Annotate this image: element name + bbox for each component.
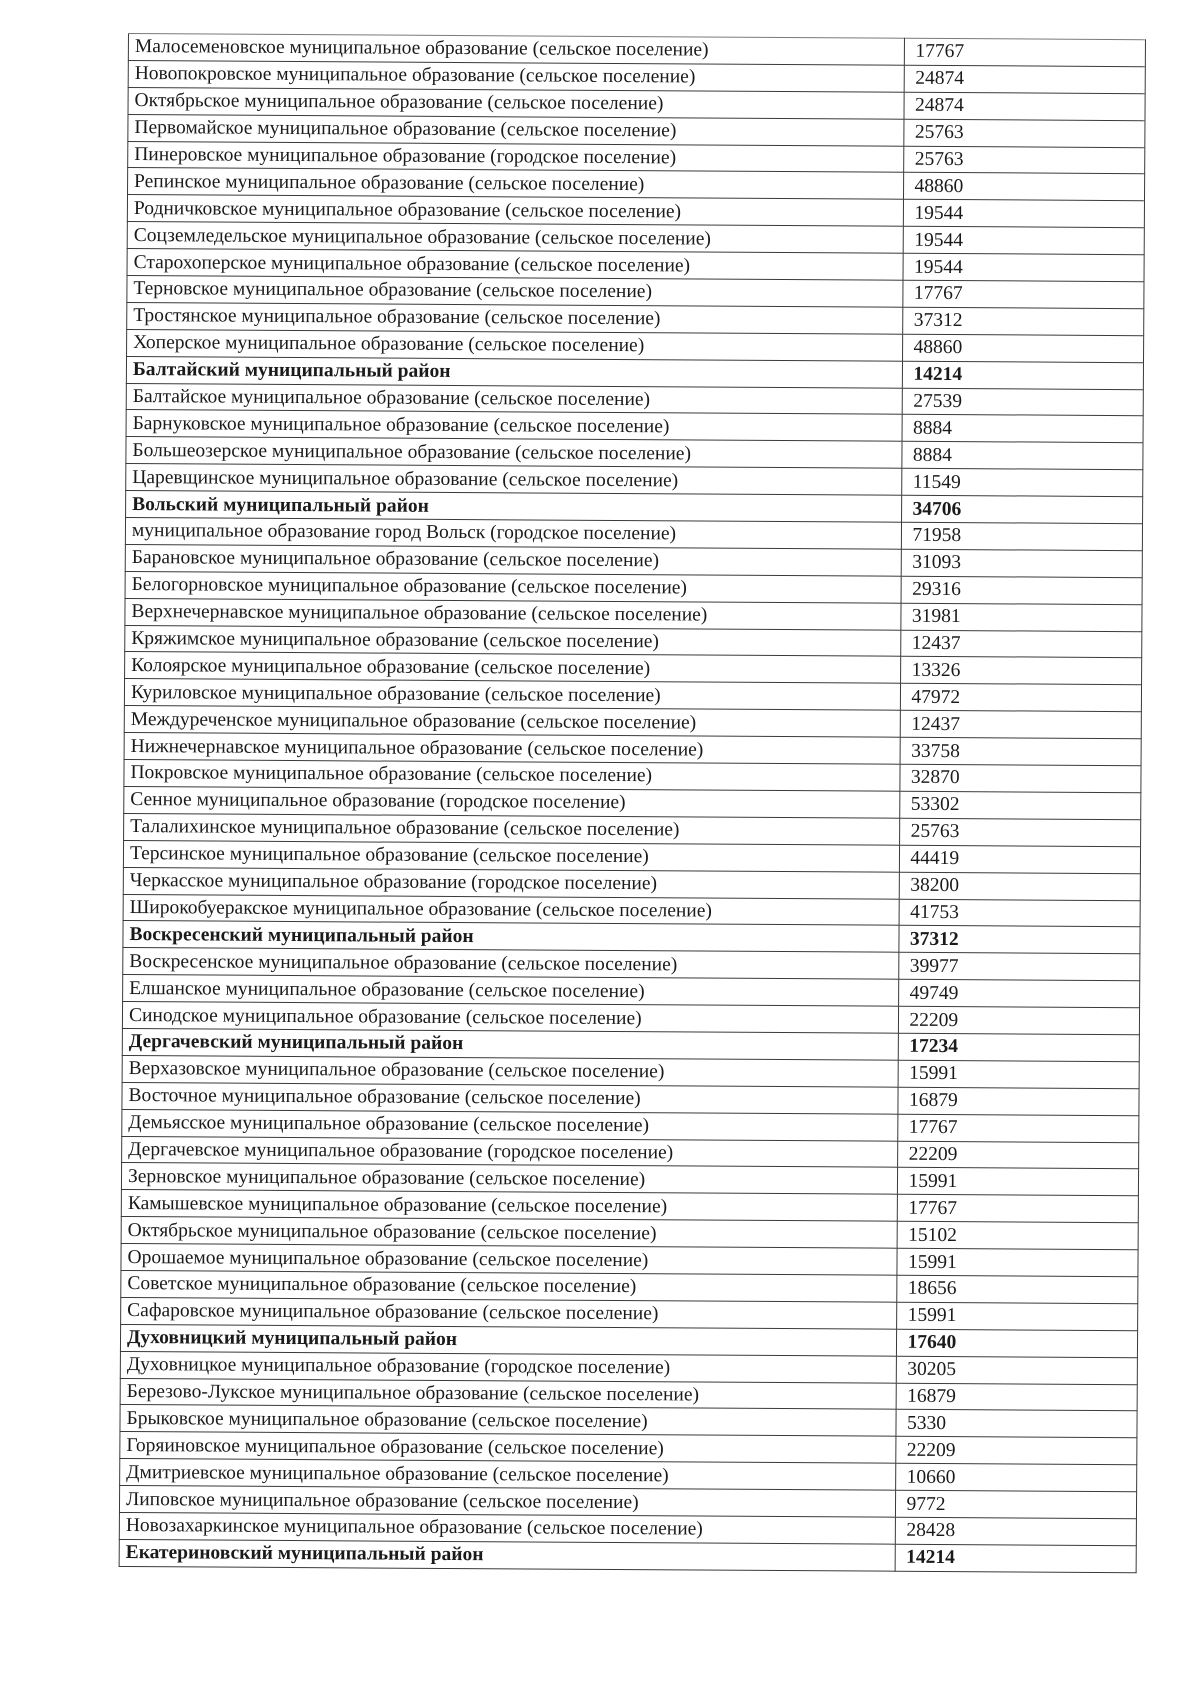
district-name-cell: Вольский муниципальный район	[126, 491, 903, 523]
municipality-name-cell: Сафаровское муниципальное образование (сельское поселение)	[121, 1297, 898, 1329]
value-cell: 48860	[904, 173, 1145, 201]
municipality-name-cell: Барнуковское муниципальное образование (сельское поселение)	[126, 410, 903, 442]
municipality-name-cell: Хоперское муниципальное образование (сельское поселение)	[127, 329, 904, 361]
municipality-name-cell: Новопокровское муниципальное образование (сельское поселение)	[128, 60, 905, 92]
value-cell: 37312	[903, 307, 1144, 335]
value-cell: 41753	[900, 899, 1141, 927]
value-cell: 18656	[897, 1275, 1138, 1303]
value-cell: 29316	[902, 576, 1143, 604]
municipality-name-cell: Большеозерское муниципальное образование (сельское поселение)	[126, 437, 903, 469]
municipality-name-cell: Царевщинское муниципальное образование (сельское поселение)	[126, 464, 903, 496]
value-cell: 25763	[904, 119, 1145, 147]
municipality-name-cell: Малосеменовское муниципальное образование (сельское поселение)	[128, 34, 905, 66]
municipality-name-cell: Синодское муниципальное образование (сельское поселение)	[122, 1002, 899, 1034]
value-cell: 24874	[904, 92, 1145, 120]
value-cell: 8884	[902, 442, 1143, 470]
value-cell: 13326	[901, 657, 1142, 685]
value-cell: 17767	[903, 280, 1144, 308]
allocation-table	[119, 33, 1146, 1573]
municipality-name-cell: Советское муниципальное образование (сельское поселение)	[121, 1270, 898, 1302]
district-value-cell: 17640	[897, 1329, 1138, 1357]
value-cell: 31981	[901, 603, 1142, 631]
municipality-name-cell: Репинское муниципальное образование (сельское поселение)	[128, 168, 905, 200]
value-cell: 17767	[898, 1195, 1139, 1223]
municipality-name-cell: Талалихинское муниципальное образование (сельское поселение)	[124, 813, 901, 845]
municipality-name-cell: Терсинское муниципальное образование (сельское поселение)	[123, 840, 900, 872]
value-cell: 49749	[899, 979, 1140, 1007]
municipality-name-cell: Сенное муниципальное образование (городское поселение)	[124, 786, 901, 818]
district-name-cell: Дергачевский муниципальный район	[122, 1028, 899, 1060]
district-name-cell: Екатериновский муниципальный район	[119, 1539, 896, 1571]
municipality-name-cell: Терновское муниципальное образование (сельское поселение)	[127, 276, 904, 308]
municipality-name-cell: Верхазовское муниципальное образование (сельское поселение)	[122, 1055, 899, 1087]
value-cell: 15991	[898, 1168, 1139, 1196]
value-cell: 15102	[898, 1221, 1139, 1249]
value-cell: 71958	[902, 522, 1143, 550]
district-name-cell: Балтайский муниципальный район	[126, 356, 903, 388]
municipality-name-cell: Октябрьское муниципальное образование (сельское поселение)	[128, 87, 905, 119]
value-cell: 27539	[903, 388, 1144, 416]
value-cell: 12437	[901, 630, 1142, 658]
district-value-cell: 14214	[896, 1544, 1137, 1572]
municipality-name-cell: Нижнечернавское муниципальное образование (сельское поселение)	[124, 733, 901, 765]
municipality-name-cell: Пинеровское муниципальное образование (городское поселение)	[128, 141, 905, 173]
municipality-name-cell: Балтайское муниципальное образование (сельское поселение)	[126, 383, 903, 415]
municipality-name-cell: муниципальное образование город Вольск (городское поселение)	[125, 518, 902, 550]
value-cell: 24874	[905, 65, 1146, 93]
value-cell: 32870	[900, 764, 1141, 792]
value-cell: 22209	[898, 1141, 1139, 1169]
value-cell: 39977	[899, 953, 1140, 981]
municipality-name-cell: Первомайское муниципальное образование (сельское поселение)	[128, 114, 905, 146]
municipality-name-cell: Междуреченское муниципальное образование (сельское поселение)	[124, 706, 901, 738]
value-cell: 15991	[897, 1248, 1138, 1276]
value-cell: 15991	[899, 1060, 1140, 1088]
district-name-cell: Духовницкий муниципальный район	[120, 1324, 897, 1356]
value-cell: 47972	[901, 684, 1142, 712]
district-value-cell: 34706	[902, 495, 1143, 523]
municipality-name-cell: Старохоперское муниципальное образование (сельское поселение)	[127, 249, 904, 281]
value-cell: 33758	[901, 737, 1142, 765]
municipality-name-cell: Дмитриевское муниципальное образование (сельское поселение)	[120, 1459, 897, 1491]
municipality-name-cell: Воскресенское муниципальное образование (сельское поселение)	[123, 948, 900, 980]
value-cell: 22209	[899, 1006, 1140, 1034]
municipality-name-cell: Кряжимское муниципальное образование (сельское поселение)	[125, 625, 902, 657]
value-cell: 25763	[904, 146, 1145, 174]
value-cell: 10660	[896, 1463, 1137, 1491]
value-cell: 15991	[897, 1302, 1138, 1330]
value-cell: 9772	[896, 1490, 1137, 1518]
value-cell: 44419	[900, 845, 1141, 873]
value-cell: 28428	[896, 1517, 1137, 1545]
value-cell: 30205	[897, 1356, 1138, 1384]
allocation-table-body	[119, 34, 1145, 1573]
value-cell: 12437	[901, 710, 1142, 738]
value-cell: 25763	[900, 818, 1141, 846]
value-cell: 22209	[896, 1437, 1137, 1465]
municipality-name-cell: Куриловское муниципальное образование (сельское поселение)	[124, 679, 901, 711]
municipality-name-cell: Родничковское муниципальное образование (сельское поселение)	[127, 195, 904, 227]
district-value-cell: 14214	[903, 361, 1144, 389]
municipality-name-cell: Березово-Лукское муниципальное образование (сельское поселение)	[120, 1378, 897, 1410]
municipality-name-cell: Дергачевское муниципальное образование (городское поселение)	[122, 1136, 899, 1168]
municipality-name-cell: Зерновское муниципальное образование (сельское поселение)	[121, 1163, 898, 1195]
municipality-name-cell: Колоярское муниципальное образование (сельское поселение)	[125, 652, 902, 684]
municipality-name-cell: Широкобуеракское муниципальное образование (сельское поселение)	[123, 894, 900, 926]
municipality-name-cell: Верхнечернавское муниципальное образование (сельское поселение)	[125, 598, 902, 630]
district-name-cell: Воскресенский муниципальный район	[123, 921, 900, 953]
municipality-name-cell: Черкасское муниципальное образование (городское поселение)	[123, 867, 900, 899]
municipality-name-cell: Елшанское муниципальное образование (сельское поселение)	[123, 975, 900, 1007]
value-cell: 48860	[903, 334, 1144, 362]
municipality-name-cell: Духовницкое муниципальное образование (городское поселение)	[120, 1351, 897, 1383]
municipality-name-cell: Камышевское муниципальное образование (сельское поселение)	[121, 1190, 898, 1222]
district-value-cell: 17234	[899, 1033, 1140, 1061]
value-cell: 31093	[902, 549, 1143, 577]
value-cell: 11549	[902, 468, 1143, 496]
value-cell: 8884	[903, 415, 1144, 443]
municipality-name-cell: Горяиновское муниципальное образование (сельское поселение)	[120, 1432, 897, 1464]
value-cell: 5330	[896, 1410, 1137, 1438]
district-value-cell: 37312	[899, 926, 1140, 954]
value-cell: 16879	[897, 1383, 1138, 1411]
municipality-name-cell: Брыковское муниципальное образование (сельское поселение)	[120, 1405, 897, 1437]
value-cell: 17767	[905, 38, 1146, 66]
municipality-name-cell: Орошаемое муниципальное образование (сельское поселение)	[121, 1244, 898, 1276]
district-row	[119, 1539, 1136, 1572]
value-cell: 19544	[904, 200, 1145, 228]
value-cell: 19544	[904, 226, 1145, 254]
value-cell: 17767	[898, 1114, 1139, 1142]
municipality-name-cell: Барановское муниципальное образование (сельское поселение)	[125, 544, 902, 576]
municipality-name-cell: Восточное муниципальное образование (сельское поселение)	[122, 1082, 899, 1114]
value-cell: 16879	[898, 1087, 1139, 1115]
municipality-name-cell: Липовское муниципальное образование (сельское поселение)	[119, 1486, 896, 1518]
municipality-name-cell: Тростянское муниципальное образование (сельское поселение)	[127, 302, 904, 334]
municipality-name-cell: Новозахаркинское муниципальное образование (сельское поселение)	[119, 1512, 896, 1544]
value-cell: 53302	[900, 791, 1141, 819]
value-cell: 38200	[900, 872, 1141, 900]
municipality-name-cell: Покровское муниципальное образование (сельское поселение)	[124, 760, 901, 792]
municipality-name-cell: Демьясское муниципальное образование (сельское поселение)	[122, 1109, 899, 1141]
municipality-name-cell: Соцземледельское муниципальное образование (сельское поселение)	[127, 222, 904, 254]
municipality-name-cell: Октябрьское муниципальное образование (сельское поселение)	[121, 1217, 898, 1249]
municipality-name-cell: Белогорновское муниципальное образование (сельское поселение)	[125, 571, 902, 603]
value-cell: 19544	[903, 253, 1144, 281]
